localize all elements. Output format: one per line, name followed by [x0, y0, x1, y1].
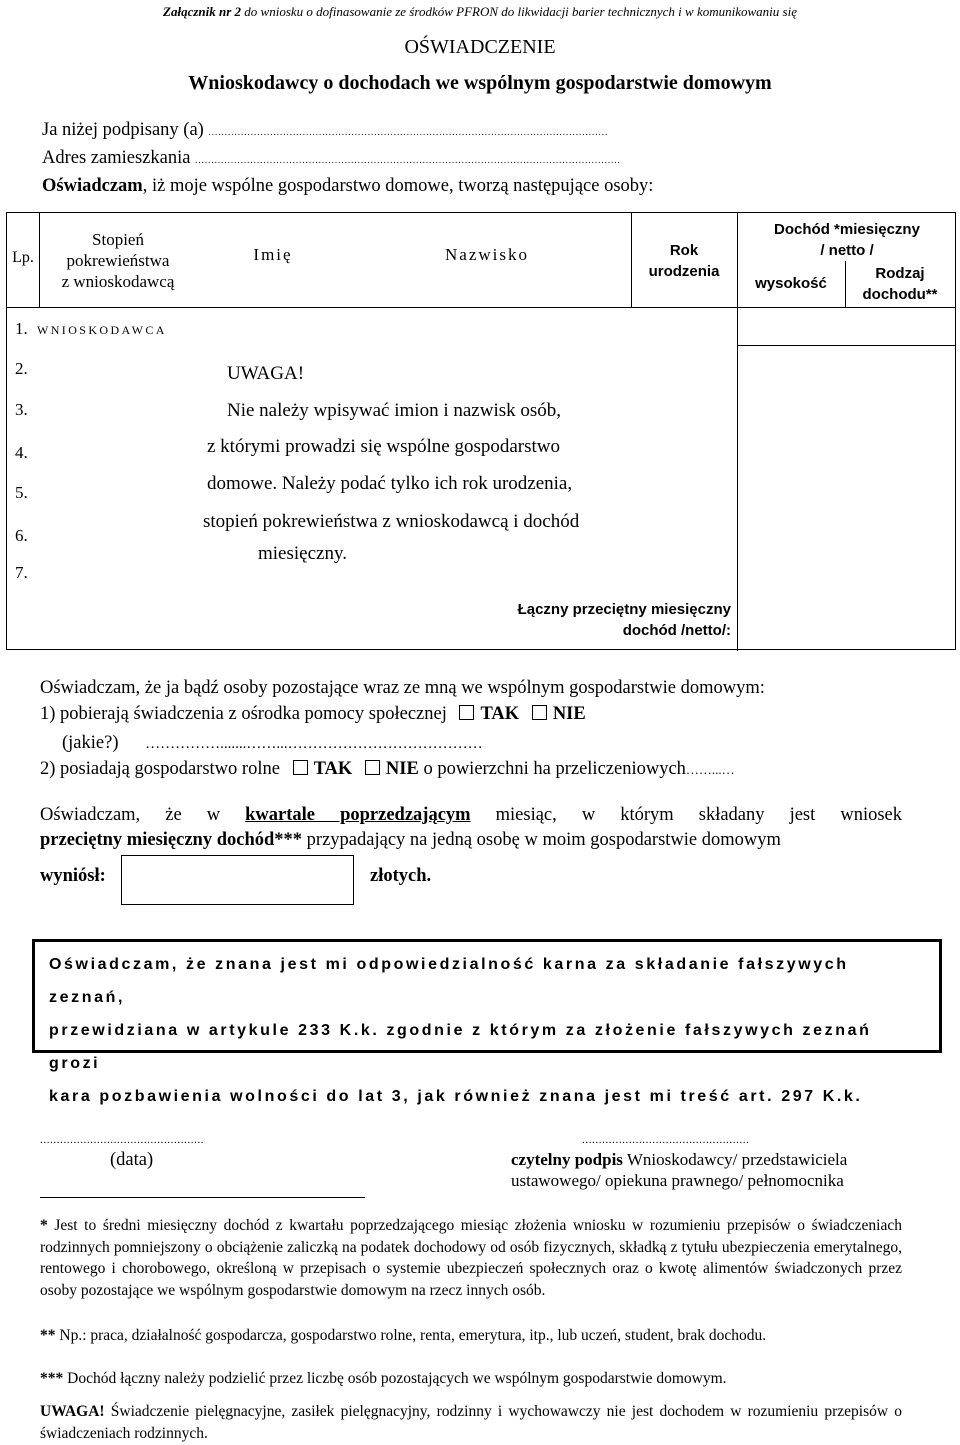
- no-label: NIE: [552, 704, 586, 724]
- col-income-amount-header: wysokość: [755, 275, 827, 292]
- col-income-type-header: Rodzaj dochodu**: [862, 265, 938, 303]
- applicant-name-field[interactable]: ...........................................................................................................................: [208, 127, 609, 137]
- no-label: NIE: [385, 759, 419, 779]
- yes-label: TAK: [313, 759, 353, 779]
- total-income-label: Łączny przeciętny miesięczny dochód /netto/:: [517, 601, 731, 639]
- warning-line: kara pozbawienia wolności do lat 3, jak również znana jest mi treść art. 297 K.k.: [49, 1088, 863, 1105]
- amount-label: wyniósł:: [40, 866, 106, 886]
- row-number: 7.: [15, 563, 28, 582]
- previous-quarter-phrase: kwartale poprzedzającym: [245, 805, 471, 825]
- footnote-1: * Jest to średni miesięczny dochód z kwartału poprzedzającego miesiąc złożenia wniosku w rozumieniu przepisów o świadczeniach rodzinnych pomniejszony o obciążenie zaliczką na podatek dochodowy od osób fizycznych, składką z tytułu ubezpieczenia emerytalnego, rentowego i chorobowego, określoną w przepisach o systemie ubezpieczeń społecznych oraz o kwotę alimentów świadczonych przez osoby pozostające we wspólnym gospodarstwie domowym na rzecz innych osób.: [40, 1217, 902, 1299]
- household-table: [6, 212, 956, 650]
- income-declaration-line2: przeciętny miesięczny dochód*** przypadający na jedną osobę w moim gospodarstwie domowym: [40, 830, 781, 850]
- table-note-line: domowe. Należy podać tylko ich rok urodzenia,: [207, 473, 573, 494]
- benefits-declaration-intro: Oświadczam, że ja bądź osoby pozostające wraz ze mną we wspólnym gospodarstwie domowym:: [40, 678, 765, 698]
- footnote-4: UWAGA! Świadczenie pielęgnacyjne, zasiłek pielęgnacyjny, rodzinny i wychowawczy nie jest dochodem w rozumieniu przepisów o świadczeniach rodzinnych.: [40, 1403, 902, 1442]
- which-benefits-line[interactable]: [62, 733, 483, 754]
- social-assistance-yes-checkbox[interactable]: [459, 705, 474, 720]
- col-last-name-header: Nazwisko: [445, 245, 529, 264]
- social-assistance-line: [40, 704, 586, 725]
- farm-yes-checkbox[interactable]: [293, 760, 308, 775]
- row-number: 1.: [15, 319, 28, 338]
- perjury-warning-box: [32, 939, 942, 1105]
- which-benefits-field[interactable]: …………….......……...…………………………………: [145, 736, 483, 752]
- signature-label: czytelny podpis Wnioskodawcy/ przedstawiciela: [511, 1150, 848, 1169]
- warning-line: przewidziana w artykule 233 K.k. zgodnie z którym za złożenie fałszywych zeznań grozi: [49, 1022, 872, 1072]
- household-declaration: [42, 176, 653, 197]
- date-field[interactable]: .................................................: [40, 1134, 205, 1146]
- farm-no-checkbox[interactable]: [365, 760, 380, 775]
- applicant-name-line[interactable]: [42, 120, 608, 141]
- attachment-description: do wniosku o dofinasowanie ze środków PFRON do likwidacji barier technicznych i w komunikowaniu się: [241, 4, 797, 19]
- row-number: 2.: [15, 359, 28, 378]
- farm-area-text: o powierzchni ha przeliczeniowych: [423, 759, 686, 779]
- social-assistance-no-checkbox[interactable]: [532, 705, 547, 720]
- declare-text: , iż moje wspólne gospodarstwo domowe, tworzą następujące osoby:: [142, 176, 654, 196]
- declare-bold-word: Oświadczam: [42, 176, 143, 196]
- footnote-2: ** Np.: praca, działalność gospodarcza, gospodarstwo rolne, renta, emerytura, itp., lub uczeń, student, brak dochodu.: [40, 1327, 767, 1344]
- farm-line: [40, 759, 735, 780]
- farm-area-field[interactable]: ……...…: [685, 762, 735, 777]
- warning-line: Oświadczam, że znana jest mi odpowiedzialność karna za składanie fałszywych zeznań,: [49, 956, 849, 1006]
- row-number: 5.: [15, 483, 28, 502]
- address-field[interactable]: ...................................................................................................................................: [195, 155, 621, 165]
- footnote-separator: [40, 1197, 365, 1198]
- average-income-phrase: przeciętny miesięczny dochód***: [40, 830, 303, 850]
- currency-label: złotych.: [370, 866, 432, 886]
- attachment-header: [0, 4, 960, 20]
- table-note-line: Nie należy wpisywać imion i nazwisk osób,: [227, 400, 562, 421]
- col-degree-header: Stopień pokrewieństwa z wnioskodawcą: [61, 230, 175, 291]
- footnote-3: *** Dochód łączny należy podzielić przez liczbę osób pozostających we wspólnym gospodarstwie domowym.: [40, 1370, 727, 1387]
- attachment-number: Załącznik nr 2: [163, 4, 242, 19]
- col-birth-year-header: Rok urodzenia: [648, 242, 720, 280]
- yes-label: TAK: [480, 704, 520, 724]
- col-income-header: Dochód *miesięczny / netto /: [774, 221, 920, 259]
- date-label: (data): [110, 1150, 154, 1170]
- row-number: 6.: [15, 526, 28, 545]
- income-declaration-line1: Oświadczam, że w kwartale poprzedzającym miesiąc, w którym składany jest wniosek: [40, 805, 902, 825]
- row-number: 4.: [15, 443, 28, 462]
- social-assistance-text: 1) pobierają świadczenia z ośrodka pomocy społecznej: [40, 704, 447, 724]
- address-label: Adres zamieszkania: [42, 148, 191, 168]
- address-line[interactable]: [42, 148, 621, 169]
- table-note-line: z którymi prowadzi się wspólne gospodarstwo: [207, 436, 561, 457]
- farm-text: 2) posiadają gospodarstwo rolne: [40, 759, 280, 779]
- row-number: 3.: [15, 400, 28, 419]
- applicant-row-label: WNIOSKODAWCA: [37, 323, 167, 337]
- document-title: OŚWIADCZENIE: [404, 36, 556, 58]
- document-subtitle: Wnioskodawcy o dochodach we wspólnym gospodarstwie domowym: [188, 72, 772, 94]
- table-note-line: stopień pokrewieństwa z wnioskodawcą i dochód: [203, 511, 580, 532]
- income-amount-box[interactable]: [121, 855, 354, 905]
- col-lp-header: Lp.: [12, 249, 34, 266]
- applicant-name-label: Ja niżej podpisany (a): [42, 120, 204, 140]
- table-note-line: miesięczny.: [258, 543, 347, 564]
- signature-field[interactable]: ..................................................: [582, 1134, 750, 1146]
- table-note-title: UWAGA!: [227, 363, 305, 384]
- signature-label-line2: ustawowego/ opiekuna prawnego/ pełnomocnika: [511, 1171, 844, 1190]
- which-benefits-label: (jakie?): [62, 733, 119, 753]
- col-first-name-header: Imię: [253, 245, 293, 264]
